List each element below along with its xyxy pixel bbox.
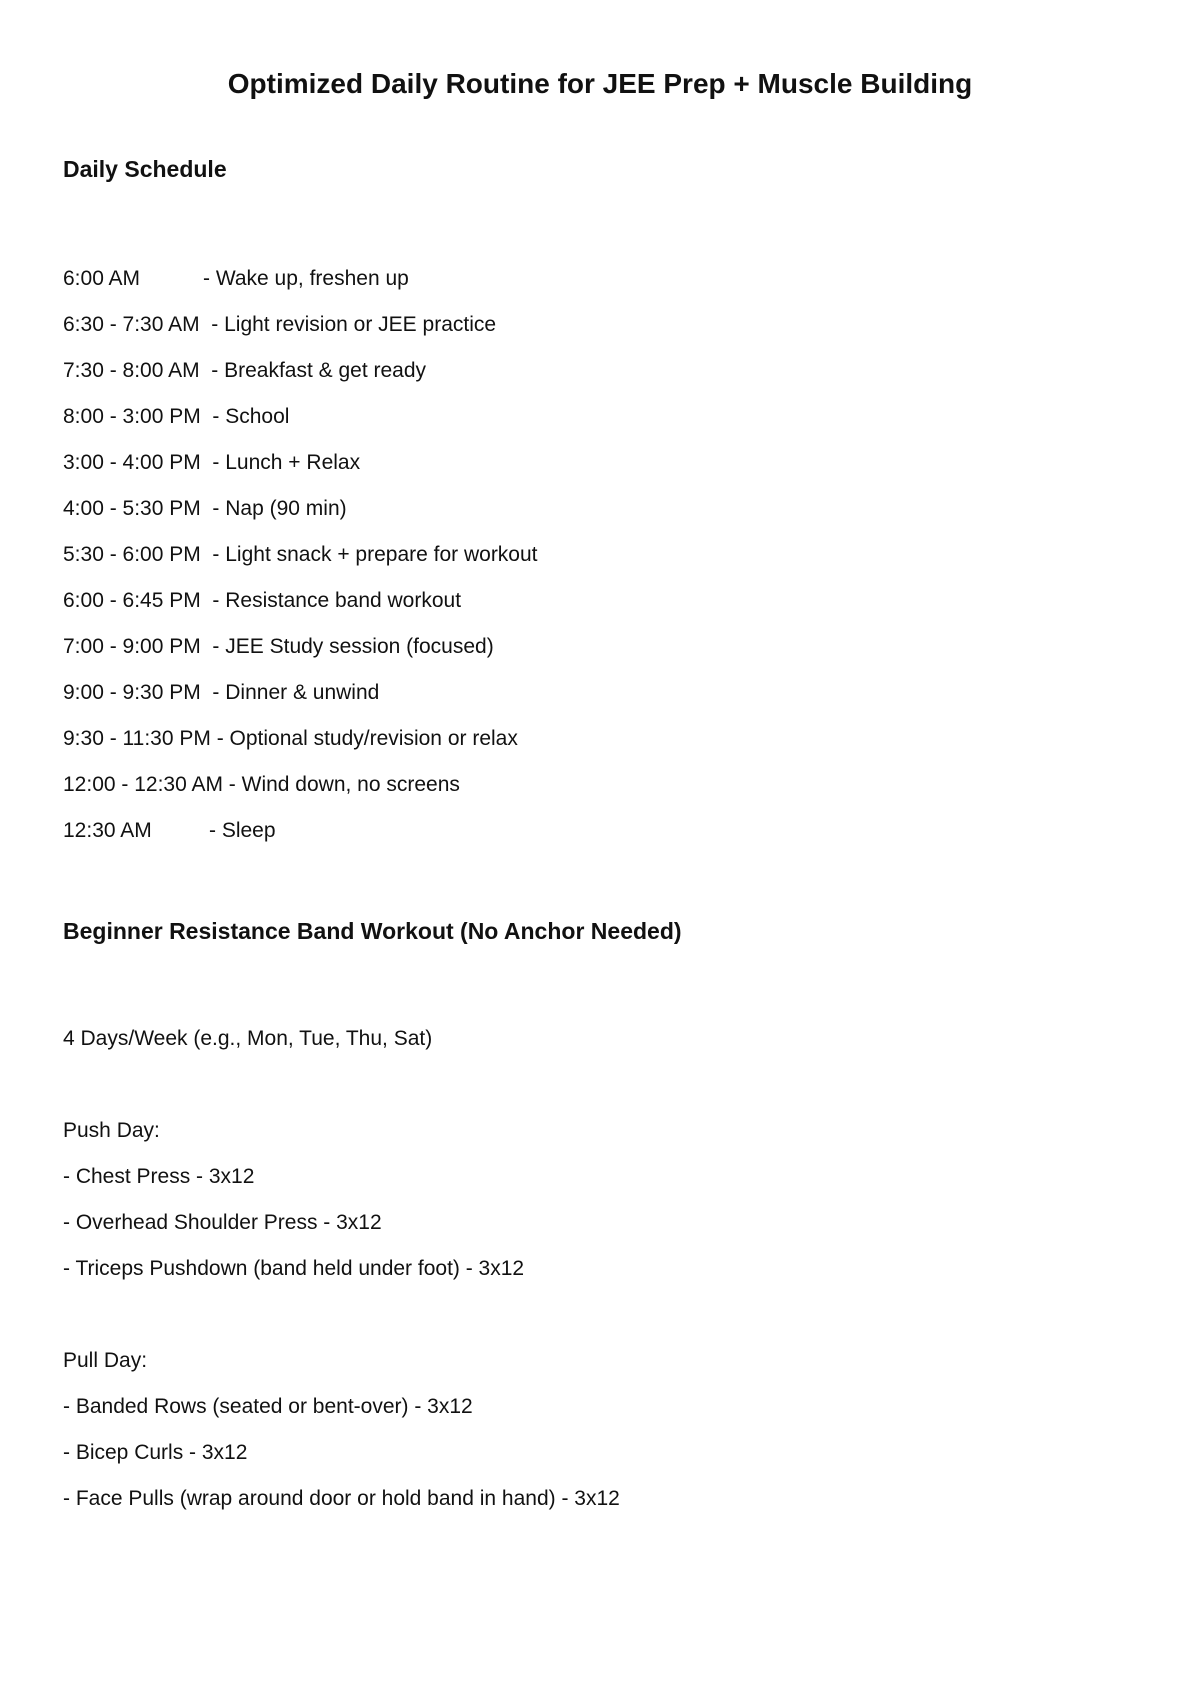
schedule-time: 3:00 - 4:00 PM [63,451,201,474]
schedule-time: 6:00 - 6:45 PM [63,589,201,612]
schedule-entry [63,356,426,386]
schedule-entry [63,494,347,524]
schedule-entry [63,816,276,846]
schedule-entry [63,724,518,754]
document-title: Optimized Daily Routine for JEE Prep + Muscle Building [227,68,973,99]
schedule-time: 12:00 - 12:30 AM [63,773,223,796]
schedule-entry [63,310,496,340]
schedule-time: 7:00 - 9:00 PM [63,635,201,658]
schedule-activity: - Light revision or JEE practice [211,313,497,336]
schedule-activity: - School [212,405,290,428]
schedule-activity: - Nap (90 min) [212,497,347,520]
schedule-entry [63,586,461,616]
push-day-exercise: - Overhead Shoulder Press - 3x12 [63,1211,382,1234]
schedule-activity: - Wake up, freshen up [203,267,409,290]
push-day-label: Push Day: [63,1119,160,1142]
pull-day-exercise: - Banded Rows (seated or bent-over) - 3x12 [63,1395,473,1418]
schedule-time: 7:30 - 8:00 AM [63,359,200,382]
schedule-entry [63,402,289,432]
schedule-activity: - Lunch + Relax [212,451,361,474]
schedule-time: 9:30 - 11:30 PM [63,727,211,750]
schedule-activity: - Sleep [209,819,276,842]
schedule-entry [63,632,494,662]
schedule-activity: - Dinner & unwind [212,681,380,704]
pull-day-exercise: - Bicep Curls - 3x12 [63,1441,248,1464]
schedule-entry [63,264,409,294]
schedule-time: 4:00 - 5:30 PM [63,497,201,520]
schedule-activity: - Resistance band workout [212,589,462,612]
pull-day-label: Pull Day: [63,1349,148,1372]
schedule-activity: - Optional study/revision or relax [216,727,518,750]
schedule-activity: - JEE Study session (focused) [212,635,494,658]
workout-heading: Beginner Resistance Band Workout (No Anchor Needed) [63,918,682,944]
schedule-time: 6:30 - 7:30 AM [63,313,200,336]
schedule-entry [63,540,538,570]
schedule-activity: - Wind down, no screens [228,773,460,796]
schedule-entry [63,770,460,800]
schedule-time: 8:00 - 3:00 PM [63,405,201,428]
schedule-time: 5:30 - 6:00 PM [63,543,201,566]
schedule-heading: Daily Schedule [63,156,227,182]
workout-frequency: 4 Days/Week (e.g., Mon, Tue, Thu, Sat) [63,1027,433,1050]
schedule-time: 6:00 AM [63,267,141,290]
schedule-entry [63,448,360,478]
schedule-entry [63,678,379,708]
schedule-activity: - Breakfast & get ready [211,359,427,382]
push-day-exercise: - Chest Press - 3x12 [63,1165,255,1188]
schedule-time: 12:30 AM [63,819,152,842]
pull-day-exercise: - Face Pulls (wrap around door or hold band in hand) - 3x12 [63,1487,620,1510]
schedule-activity: - Light snack + prepare for workout [212,543,538,566]
schedule-time: 9:00 - 9:30 PM [63,681,201,704]
push-day-exercise: - Triceps Pushdown (band held under foot) - 3x12 [63,1257,525,1280]
